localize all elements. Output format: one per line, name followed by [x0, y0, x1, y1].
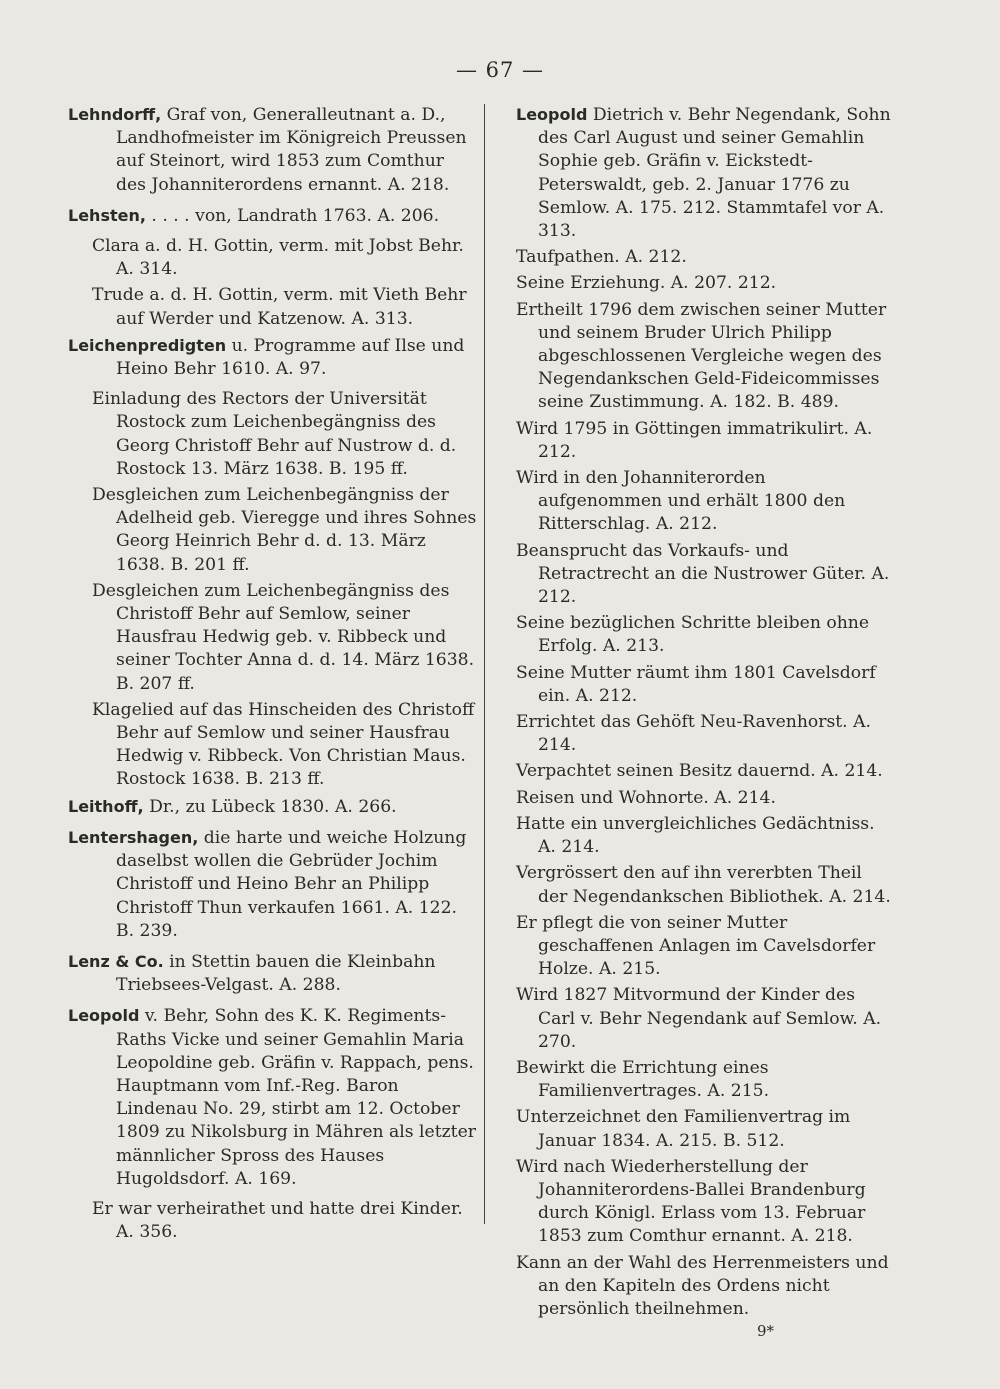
entry-text: Wird 1827 Mitvormund der Kinder des Carl v. Behr Negendank auf Semlow. A. 270.: [516, 985, 882, 1052]
index-entry: [516, 612, 894, 658]
index-entry: [68, 1004, 478, 1191]
subentry-text: Clara a. d. H. Gottin, verm. mit Jobst Behr. A. 314.: [92, 236, 464, 280]
entry-text: Errichtet das Gehöft Neu-Ravenhorst. A. 214.: [516, 712, 871, 756]
signature-mark: 9*: [756, 1322, 774, 1341]
entry-text: Reisen und Wohnorte. A. 214.: [516, 787, 776, 808]
index-entry: [516, 662, 894, 708]
entry-headword: Lenz & Co.: [68, 951, 164, 971]
entry-text: Taufpathen. A. 212.: [516, 247, 687, 268]
entry-headword: Leopold: [68, 1006, 140, 1026]
entry-text: Unterzeichnet den Familienvertrag im Januar 1834. A. 215. B. 512.: [516, 1107, 851, 1151]
entry-text: Hatte ein unvergleichliches Gedächtniss. A. 214.: [516, 813, 875, 858]
entry-headword: Leichenpredigten: [68, 335, 227, 355]
entry-text: Dr., zu Lübeck 1830. A. 266.: [143, 796, 397, 817]
index-entry: [516, 787, 894, 810]
entry-text: die harte und weiche Holzung daselbst wollen die Gebrüder Jochim Christoff und Heino Behr an Philipp Christoff Thun verkaufen 1661. A. 122. B. 239.: [116, 827, 467, 941]
index-subentry: [68, 388, 478, 481]
entry-headword: Leithoff,: [68, 796, 144, 816]
entry-text: Wird 1795 in Göttingen immatrikulirt. A. 212.: [516, 418, 873, 462]
page-number: — 67 —: [455, 58, 545, 82]
subentry-text: Klagelied auf das Hinscheiden des Christoff Behr auf Semlow und seiner Hausfrau Hedwig v. Ribbeck. Von Christian Maus. Rostock 1638. B. 213 ff.: [92, 699, 475, 790]
subentry-text: Desgleichen zum Leichenbegängniss der Adelheid geb. Vieregge und ihres Sohnes Georg Heinrich Behr d. d. 13. März 1638. B. 201 ff.: [92, 485, 477, 575]
entry-text: Bewirkt die Errichtung eines Familienvertrages. A. 215.: [516, 1057, 770, 1102]
index-subentry: [68, 580, 478, 696]
entry-text: Beansprucht das Vorkaufs- und Retractrecht an die Nustrower Güter. A. 212.: [516, 540, 890, 608]
entry-text: Ertheilt 1796 dem zwischen seiner Mutter und seinem Bruder Ulrich Philipp abgeschlossenen Vergleiche wegen des Negendankschen Geld-Fideicommisses seine Zustimmung. A. 182. B. 489.: [516, 299, 887, 413]
entry-headword: Lehsten,: [68, 205, 146, 225]
index-entry: [516, 1252, 894, 1322]
index-subentry: [68, 484, 478, 577]
subentry-text: Einladung des Rectors der Universität Rostock zum Leichenbegängniss des Georg Christoff Behr auf Nustrow d. d. Rostock 13. März 1638. B. 195 ff.: [92, 389, 457, 479]
entry-headword: Lehndorff,: [68, 105, 162, 124]
entry-text: Seine Erziehung. A. 207. 212.: [516, 273, 777, 294]
entry-text: Er pflegt die von seiner Mutter geschaffenen Anlagen im Cavelsdorfer Holze. A. 215.: [516, 912, 876, 980]
entry-text: u. Programme auf Ilse und Heino Behr 1610. A. 97.: [116, 335, 465, 380]
index-entry: [516, 272, 894, 295]
index-entry: [516, 1106, 894, 1152]
column-divider: [484, 104, 485, 1224]
index-subentry: [68, 284, 478, 330]
entry-text: Dietrich v. Behr Negendank, Sohn des Carl August und seiner Gemahlin Sophie geb. Gräfin v. Eickstedt-Peterswaldt, geb. 2. Januar 1776 zu Semlow. A. 175. 212. Stammtafel vor A. 313.: [538, 105, 891, 242]
entry-text: Vergrössert den auf ihn vererbten Theil der Negendankschen Bibliothek. A. 214.: [516, 863, 891, 907]
entry-text: v. Behr, Sohn des K. K. Regiments-Raths Vicke und seiner Gemahlin Maria Leopoldine geb. Gräfin v. Rappach, pens. Hauptmann vom Inf.-Reg. Baron Lindenau No. 29, stirbt am 12. October 1809 zu Nikolsburg in Mähren als letzter männlicher Spross des Hauses Hugoldsdorf. A. 169.: [116, 1006, 476, 1189]
entry-text: Graf von, Generalleutnant a. D., Landhofmeister im Königreich Preussen auf Steinort, wird 1853 zum Comthur des Johanniterordens ernannt. A. 218.: [116, 105, 467, 195]
index-entry: [516, 418, 894, 464]
entry-text: Wird in den Johanniterorden aufgenommen und erhält 1800 den Ritterschlag. A. 212.: [516, 468, 846, 535]
index-subentry: [68, 235, 478, 281]
entry-text: Kann an der Wahl des Herrenmeisters und an den Kapiteln des Ordens nicht persönlich theilnehmen.: [516, 1252, 889, 1319]
subentry-text: Er war verheirathet und hatte drei Kinder. A. 356.: [92, 1198, 463, 1243]
index-entry: [516, 103, 894, 243]
index-entry: [68, 826, 478, 943]
index-entry: [68, 103, 478, 197]
entry-headword: Lentershagen,: [68, 827, 199, 847]
entry-text: Seine Mutter räumt ihm 1801 Cavelsdorf ein. A. 212.: [516, 662, 876, 706]
index-entry: [516, 862, 894, 908]
index-entry: [516, 912, 894, 982]
entry-text: Seine bezüglichen Schritte bleiben ohne Erfolg. A. 213.: [516, 613, 870, 657]
index-entry: [516, 984, 894, 1054]
index-entry: [516, 299, 894, 415]
index-entry: [68, 204, 478, 228]
index-entry: [516, 760, 894, 783]
entry-text: Verpachtet seinen Besitz dauernd. A. 214.: [516, 761, 883, 782]
entry-headword: Leopold: [516, 105, 588, 124]
index-entry: [516, 1156, 894, 1249]
index-entry: [68, 795, 478, 819]
index-entry: [68, 334, 478, 381]
index-entry: [516, 467, 894, 537]
index-subentry: [68, 699, 478, 792]
index-entry: [516, 246, 894, 269]
subentry-text: Desgleichen zum Leichenbegängniss des Christoff Behr auf Semlow, seiner Hausfrau Hedwig geb. v. Ribbeck und seiner Tochter Anna d. d. 14. März 1638. B. 207 ff.: [92, 580, 475, 694]
left-column: [68, 103, 478, 1247]
entry-text: in Stettin bauen die Kleinbahn Triebsees-Velgast. A. 288.: [116, 951, 436, 996]
index-entry: [516, 540, 894, 610]
index-entry: [516, 813, 894, 859]
subentry-text: Trude a. d. H. Gottin, verm. mit Vieth Behr auf Werder und Katzenow. A. 313.: [92, 285, 467, 329]
index-entry: [516, 711, 894, 757]
right-column: [516, 103, 894, 1343]
index-entry: [68, 950, 478, 997]
entry-text: . . . . von, Landrath 1763. A. 206.: [145, 205, 440, 226]
entry-text: Wird nach Wiederherstellung der Johanniterordens-Ballei Brandenburg durch Königl. Erlass vom 13. Februar 1853 zum Comthur ernannt. A. 218.: [516, 1156, 866, 1247]
index-entry: [516, 1057, 894, 1103]
index-subentry: [68, 1198, 478, 1244]
